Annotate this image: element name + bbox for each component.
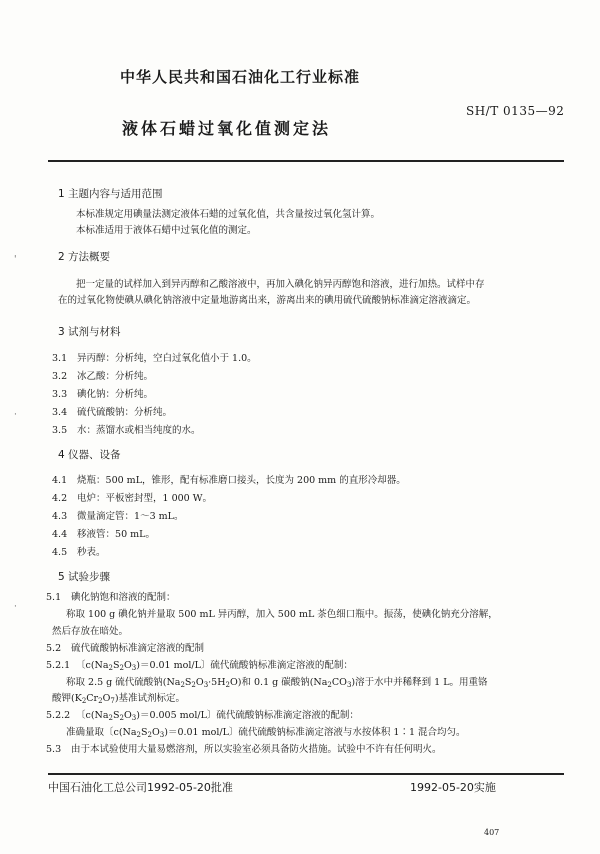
section-heading: 4 仪器、设备	[58, 449, 121, 461]
standard-code: SH/T 0135—92	[466, 104, 565, 118]
paragraph: 把一定量的试样加入到异丙醇和乙酸溶液中，再加入碘化钠异丙醇饱和溶液，进行加热。试样中存	[76, 279, 485, 290]
margin-mark: '	[14, 255, 17, 265]
list-item: 3.1 异丙醇：分析纯，空白过氧化值小于 1.0。	[52, 353, 257, 364]
list-item: 5.2.2 〔$c(Na_2S_2O_3)=0.005$ mol/L〕硫代硫酸钠标准滴定溶液的配制：	[46, 710, 359, 722]
list-item: 4.4 移液管：50 mL。	[52, 529, 155, 540]
page-number: 407	[484, 828, 500, 837]
list-item: 3.3 碘化钠：分析纯。	[52, 389, 154, 400]
section-heading: 2 方法概要	[58, 251, 111, 263]
paragraph: 称取 2.5 g 硫代硫酸钠$(Na_2S_2O_3\cdot 5H_2O)$和 0.1 g 碳酸钠$(Na_2CO_3)$溶于水中并稀释到 1 L。用重铬	[66, 677, 488, 689]
paragraph: 然后存放在暗处。	[52, 626, 129, 637]
section-heading: 5 试验步骤	[58, 571, 111, 583]
list-item: 3.5 水：蒸馏水或相当纯度的水。	[52, 425, 201, 436]
implementation-date: 1992-05-20实施	[410, 781, 496, 794]
list-item: 5.2 硫代硫酸钠标准滴定溶液的配制	[46, 643, 205, 654]
margin-mark: ·	[14, 410, 17, 420]
paragraph: 本标准适用于液体石蜡中过氧化值的测定。	[76, 225, 257, 236]
list-item: 3.2 冰乙酸：分析纯。	[52, 371, 154, 382]
standard-title: 中华人民共和国石油化工行业标准	[120, 68, 361, 86]
list-item: 4.1 烧瓶：500 mL，锥形，配有标准磨口接头，长度为 200 mm 的直形冷却器。	[52, 475, 406, 486]
margin-mark: ·	[14, 602, 17, 612]
approval-date: 中国石油化工总公司1992-05-20批准	[48, 781, 233, 794]
paragraph: 称取 100 g 碘化钠并量取 500 mL 异丙醇，加入 500 mL 茶色细口瓶中。振荡，使碘化钠充分溶解，	[66, 609, 498, 620]
paragraph: 在的过氧化物使碘从碘化钠溶液中定量地游离出来，游离出来的碘用硫代硫酸钠标准滴定溶液滴定。	[58, 295, 477, 306]
list-item: 4.5 秒表。	[52, 547, 106, 558]
paragraph: 酸钾$(K_2Cr_2O_7)$基准试剂标定。	[52, 693, 186, 705]
footer-rule	[48, 773, 564, 775]
paragraph: 准确量取〔$c(Na_2S_2O_3)=0.01$ mol/L〕硫代硫酸钠标准滴定溶液与水按体积 1∶1 混合均匀。	[66, 727, 466, 739]
header-rule	[48, 160, 564, 162]
list-item: 4.3 微量滴定管：1～3 mL。	[52, 511, 184, 522]
section-heading: 3 试剂与材料	[58, 326, 121, 338]
list-item: 5.3 由于本试验使用大量易燃溶剂，所以实验室必须具备防火措施。试验中不许有任何明火。	[46, 744, 442, 755]
list-item: 5.2.1 〔$c(Na_2S_2O_3)=0.01$ mol/L〕硫代硫酸钠标准滴定溶液的配制：	[46, 660, 353, 672]
document-title: 液体石蜡过氧化值测定法	[122, 119, 332, 138]
list-item: 3.4 硫代硫酸钠：分析纯。	[52, 407, 173, 418]
list-item: 5.1 碘化钠饱和溶液的配制：	[46, 592, 176, 603]
paragraph: 本标准规定用碘量法测定液体石蜡的过氧化值，共含量按过氧化氢计算。	[76, 209, 381, 220]
section-heading: 1 主题内容与适用范围	[58, 188, 163, 200]
list-item: 4.2 电炉：平板密封型，1 000 W。	[52, 493, 213, 504]
